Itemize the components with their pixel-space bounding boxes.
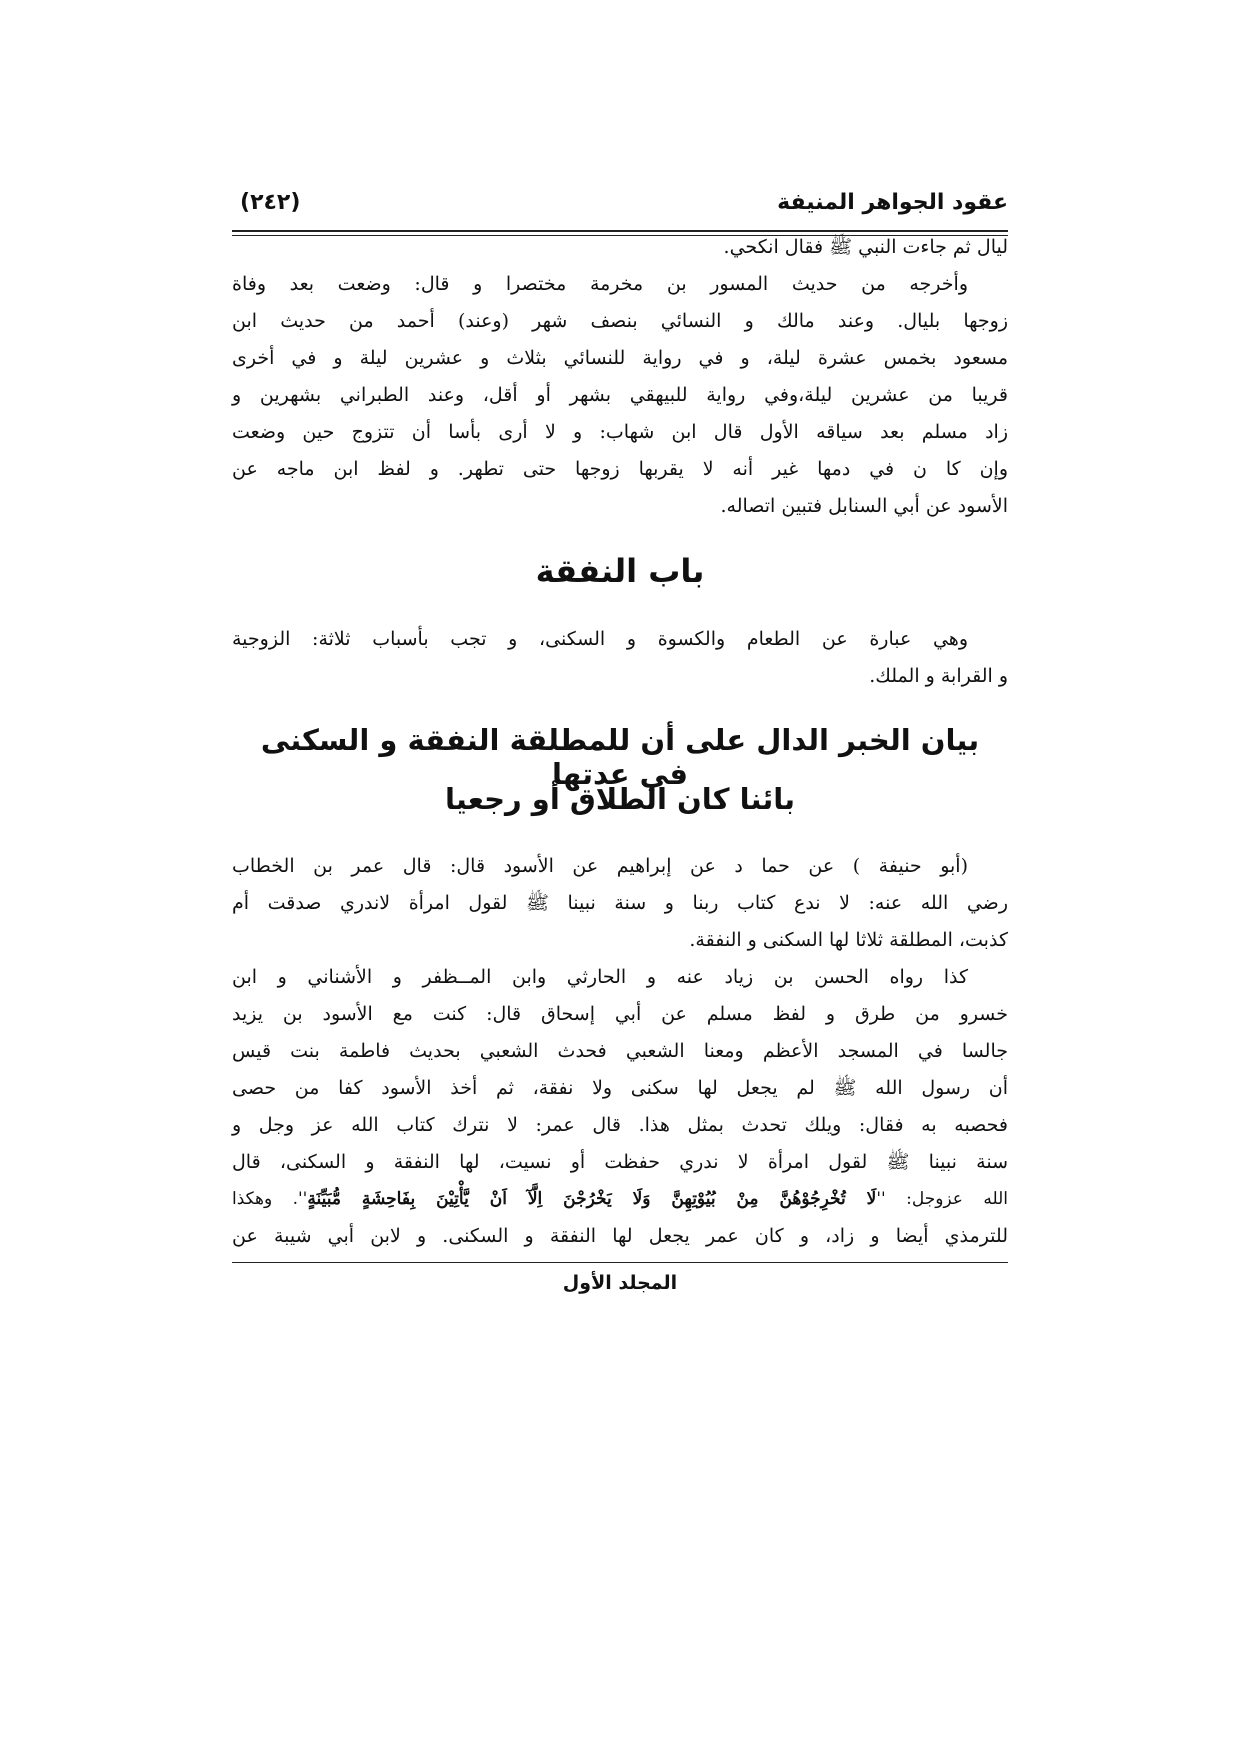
text-line: قريبا من عشرين ليلة،وفي رواية للبيهقي بشهر أو أقل، وعند الطبراني بشهرين و xyxy=(232,384,1008,406)
section-title-line: بيان الخبر الدال على أن للمطلقة النفقة و السكنى في عدتها xyxy=(260,723,980,791)
quran-intro: الله عزوجل: '' xyxy=(876,1189,1008,1209)
text-line: كذا رواه الحسن بن زياد عنه و الحارثي وابن المــظفر و الأشناني و ابن xyxy=(232,966,968,988)
text-line: وأخرجه من حديث المسور بن مخرمة مختصرا و قال: وضعت بعد وفاة xyxy=(232,273,968,295)
book-title: عقود الجواهر المنيفة xyxy=(777,190,1008,215)
text-line: وإن كا ن في دمها غير أنه لا يقربها زوجها حتى تطهر. و لفظ ابن ماجه عن xyxy=(232,458,1008,480)
text-line: خسرو من طرق و لفظ مسلم عن أبي إسحاق قال: كنت مع الأسود بن يزيد xyxy=(232,1003,1008,1025)
text-line: فحصبه به فقال: ويلك تحدث بمثل هذا. قال عمر: لا نترك كتاب الله عز وجل و xyxy=(232,1114,1008,1136)
quran-after: ''. وهكذا xyxy=(232,1189,308,1209)
volume-footer: المجلد الأول xyxy=(562,1272,678,1294)
text-line: كذبت، المطلقة ثلاثا لها السكنى و النفقة. xyxy=(689,929,1008,951)
text-line: وهي عبارة عن الطعام والكسوة و السكنى، و تجب بأسباب ثلاثة: الزوجية xyxy=(232,628,968,650)
text-line: مسعود بخمس عشرة ليلة، و في رواية للنسائي بثلاث و عشرين ليلة و في أخرى xyxy=(232,347,1008,369)
chapter-title: باب النفقة xyxy=(535,552,705,590)
text-line: أن رسول الله ﷺ لم يجعل لها سكنى ولا نفقة، ثم أخذ الأسود كفا من حصى xyxy=(232,1077,1008,1099)
quran-line xyxy=(232,1184,1008,1214)
quran-verse: لَا تُخْرِجُوْهُنَّ مِنْ بُيُوْتِهِنَّ وَلَا يَخْرُجْنَ اِلَّآ اَنْ يَّأْتِيْنَ بِفَاحِشَةٍ مُّبَيِّنَةٍ xyxy=(307,1189,877,1209)
text-line: سنة نبينا ﷺ لقول امرأة لا ندري حفظت أو نسيت، لها النفقة و السكنى، قال xyxy=(232,1151,1008,1173)
text-line: و القرابة و الملك. xyxy=(869,665,1008,687)
text-line: رضي الله عنه: لا ندع كتاب ربنا و سنة نبينا ﷺ لقول امرأة لاندري صدقت أم xyxy=(232,892,1008,914)
page-number: (٢٤٢) xyxy=(240,190,301,215)
footer-rule xyxy=(232,1262,1008,1263)
running-header xyxy=(232,190,1008,230)
text-line: ليال ثم جاءت النبي ﷺ فقال انكحي. xyxy=(723,236,1008,258)
text-line: الأسود عن أبي السنابل فتبين اتصاله. xyxy=(720,495,1008,517)
text-line: (أبو حنيفة ) عن حما د عن إبراهيم عن الأسود قال: قال عمر بن الخطاب xyxy=(232,855,968,877)
text-line: زاد مسلم بعد سياقه الأول قال ابن شهاب: و لا أرى بأسا أن تتزوج حين وضعت xyxy=(232,421,1008,443)
section-title-line: بائنا كان الطلاق أو رجعيا xyxy=(445,782,795,816)
text-line: جالسا في المسجد الأعظم ومعنا الشعبي فحدث الشعبي بحديث فاطمة بنت قيس xyxy=(232,1040,1008,1062)
text-line: زوجها بليال. وعند مالك و النسائي بنصف شهر (وعند) أحمد من حديث ابن xyxy=(232,310,1008,332)
text-line: للترمذي أيضا و زاد، و كان عمر يجعل لها النفقة و السكنى. و لابن أبي شيبة عن xyxy=(232,1225,1008,1247)
